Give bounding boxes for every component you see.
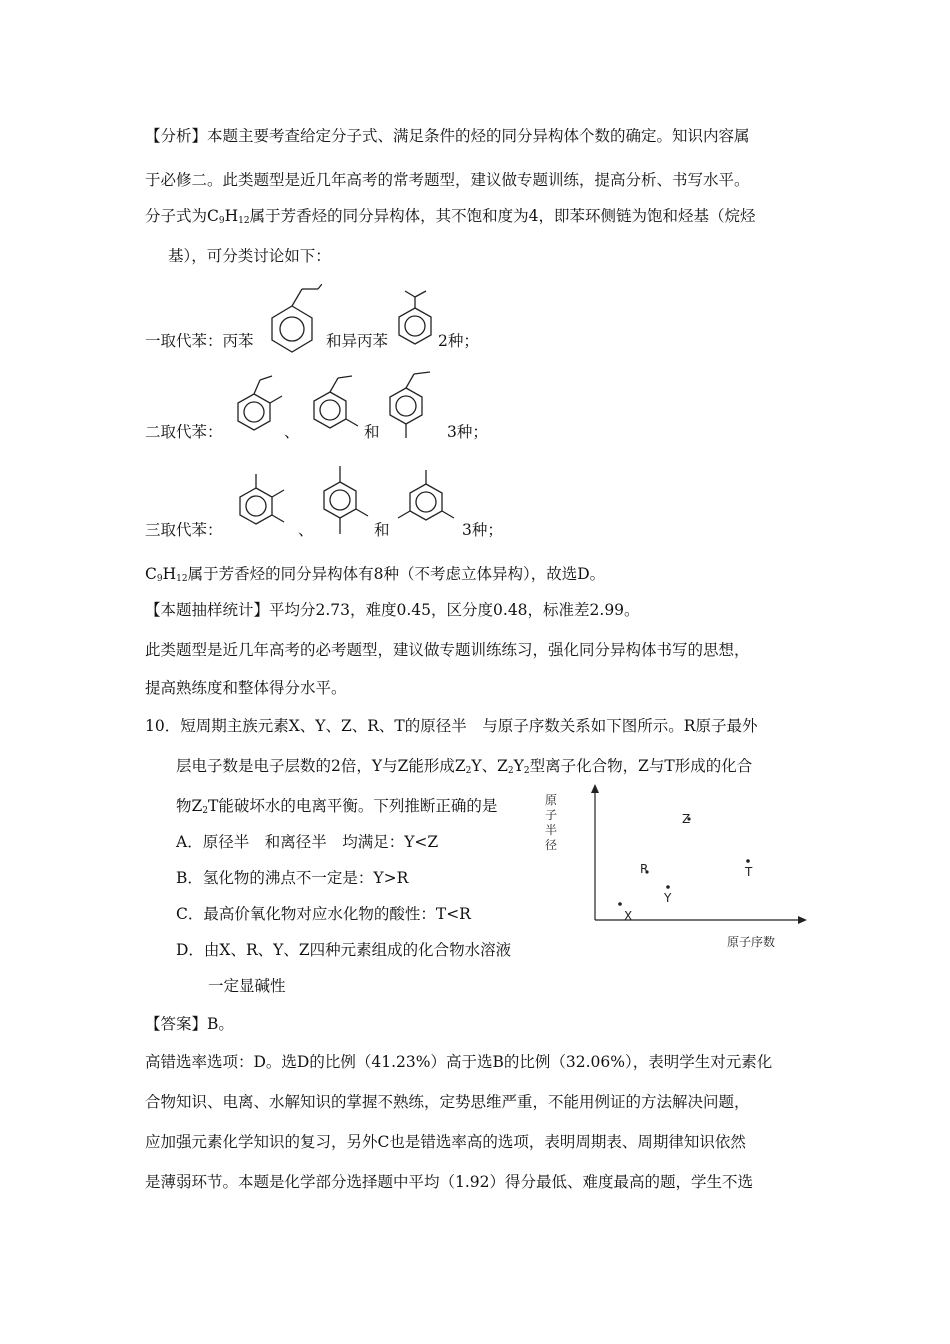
q10-sub-4: 2	[202, 806, 209, 816]
ylabel-char-2: 子	[545, 808, 558, 822]
error-line-4: 是薄弱环节。本题是化学部分选择题中平均（1.92）得分最低、难度最高的题，学生不选	[145, 1173, 754, 1191]
point-x	[618, 902, 622, 906]
stats-line-2: 此类题型是近几年高考的必考题型，建议做专题训练练习，强化同分异构体书写的思想，	[145, 641, 750, 659]
summary-formula-c: C	[145, 565, 157, 583]
q10-sub-2: 2	[507, 766, 514, 776]
para-ethyltoluene-structure	[384, 362, 444, 446]
tri-sep-2: 和	[374, 521, 390, 539]
pseudocumene-structure	[316, 460, 376, 546]
q10-line-3	[176, 796, 497, 821]
q10-line-3-a: 物Z	[176, 797, 203, 815]
formula-c: 分子式为C	[145, 207, 219, 225]
q10-line-3-b: T能破坏水的电离平衡。下列推断正确的是	[208, 797, 498, 815]
q10-line-1: 10．短周期主族元素X、Y、Z、R、T的原径半 与原子序数关系如下图所示。R原子最外	[145, 717, 758, 735]
analysis-line-2: 于必修二。此类题型是近几年高考的常考题型，建议做专题训练，提高分析、书写水平。	[145, 171, 750, 189]
q10-line-2	[176, 756, 752, 781]
ortho-ethyltoluene-structure	[232, 368, 292, 440]
hemimellitene-structure	[232, 470, 294, 536]
di-sep-2: 和	[364, 423, 380, 441]
formula-sub-12: 12	[238, 216, 250, 226]
ylabel-char-1: 原	[545, 793, 558, 807]
option-a: A．原径半 和离径半 均满足：Y<Z	[176, 833, 439, 851]
analysis-line-4: 基），可分类讨论如下：	[168, 247, 331, 265]
point-y	[666, 885, 670, 889]
tri-count: 3种；	[462, 521, 503, 539]
q10-sub-1: 2	[465, 766, 472, 776]
option-d-line-1: D．由X、R、Y、Z四种元素组成的化合物水溶液	[176, 941, 512, 959]
summary-formula-h: H	[162, 565, 177, 583]
error-line-1: 高错选率选项：D。选D的比例（41.23%）高于选B的比例（32.06%），表明学生对元素化	[145, 1053, 773, 1071]
label-z: Z	[682, 812, 691, 826]
stats-line-1: 【本题抽样统计】平均分2.73，难度0.45，区分度0.48，标准差2.99。	[145, 601, 640, 619]
option-c: C．最高价氧化物对应水化物的酸性：T<R	[176, 905, 471, 923]
label-t: T	[745, 865, 753, 879]
formula-sub-9: 9	[218, 216, 225, 226]
label-y: Y	[664, 891, 672, 905]
ylabel-char-3: 半	[545, 823, 558, 837]
isopropylbenzene-structure	[393, 288, 443, 350]
point-t	[746, 859, 750, 863]
di-label: 二取代苯：	[145, 423, 223, 441]
summary-line	[145, 564, 605, 589]
analysis-line-3	[145, 206, 755, 231]
di-count: 3种；	[447, 423, 488, 441]
y-axis-arrow	[591, 784, 599, 793]
radius-vs-atomic-number-diagram	[535, 780, 835, 960]
x-axis-arrow	[798, 916, 807, 924]
error-line-3: 应加强元素化学知识的复习，另外C也是错选率高的选项，表明周期表、周期律知识依然	[145, 1133, 746, 1151]
analysis-line-1: 【分析】本题主要考查给定分子式、满足条件的烃的同分异构体个数的确定。知识内容属	[145, 127, 750, 145]
xlabel: 原子序数	[727, 935, 776, 949]
option-d-line-2: 一定显碱性	[208, 977, 286, 995]
summary-sub-12: 12	[176, 574, 188, 584]
label-r: R	[640, 862, 649, 876]
q10-line-2-b: Y、Z	[471, 757, 508, 775]
propylbenzene-structure	[262, 284, 322, 354]
option-b: B．氢化物的沸点不一定是：Y>R	[176, 869, 409, 887]
q10-line-2-a: 层电子数是电子层数的2倍，Y与Z能形成Z	[176, 757, 466, 775]
label-x: X	[624, 909, 633, 923]
answer-line: 【答案】B。	[145, 1015, 234, 1033]
meta-ethyltoluene-structure	[308, 366, 368, 440]
summary-sub-9: 9	[156, 574, 163, 584]
analysis-line-3-text: 属于芳香烃的同分异构体，其不饱和度为4，即苯环侧链为饱和烃基（烷烃	[249, 207, 756, 225]
summary-text: 属于芳香烃的同分异构体有8种（不考虑立体异构），故选D。	[187, 565, 606, 583]
mono-count: 2种；	[438, 332, 479, 350]
formula-h: H	[224, 207, 239, 225]
tri-label: 三取代苯：	[145, 521, 223, 539]
mesitylene-structure	[396, 464, 462, 534]
q10-sub-3: 2	[523, 766, 530, 776]
ylabel-char-4: 径	[545, 838, 558, 852]
error-line-2: 合物知识、电离、水解知识的掌握不熟练，定势思维严重，不能用例证的方法解决问题，	[145, 1093, 750, 1111]
mono-label: 一取代苯：丙苯	[145, 332, 254, 350]
q10-line-2-d: 型离子化合物，Z与T形成的化合	[529, 757, 753, 775]
mono-mid: 和异丙苯	[326, 332, 389, 350]
q10-line-2-c: Y	[513, 757, 524, 775]
di-sep-1: 、	[284, 423, 300, 441]
tri-sep-1: 、	[298, 521, 314, 539]
stats-line-3: 提高熟练度和整体得分水平。	[145, 679, 347, 697]
